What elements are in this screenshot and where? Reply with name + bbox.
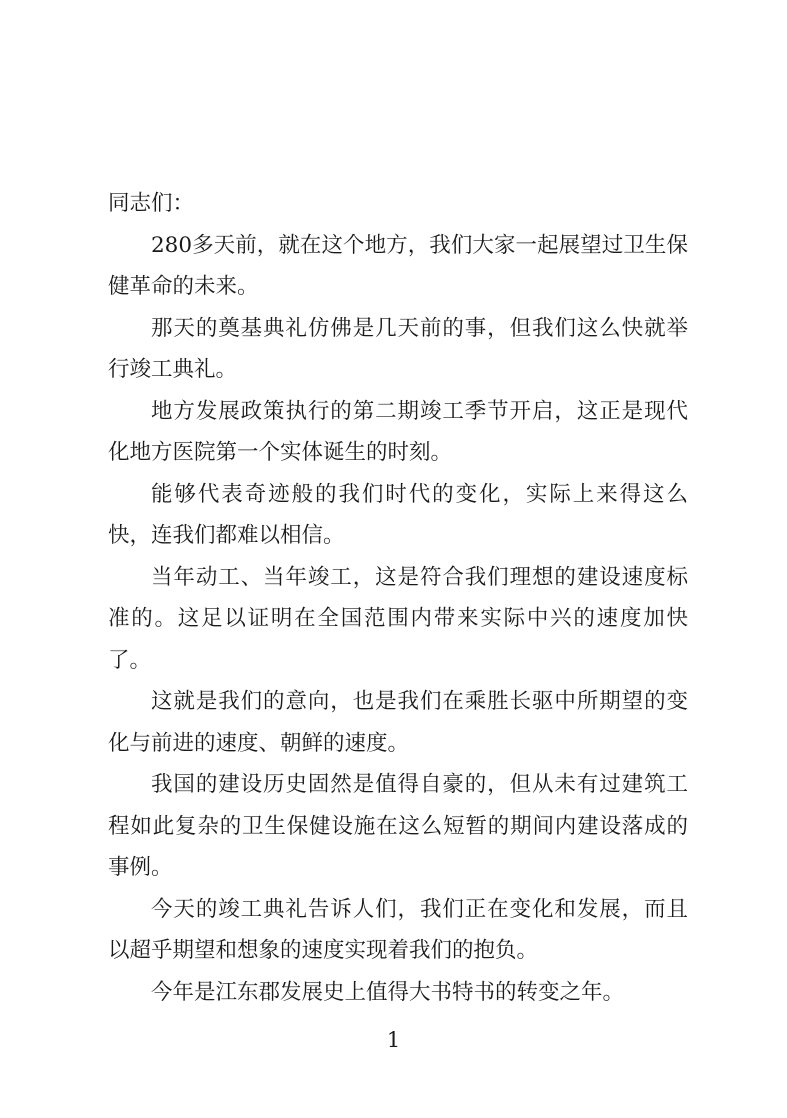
paragraph: 那天的奠基典礼仿佛是几天前的事，但我们这么快就举行竣工典礼。 — [108, 315, 688, 382]
paragraph: 今天的竣工典礼告诉人们，我们正在变化和发展，而且以超乎期望和想象的速度实现着我们的抱负。 — [108, 896, 688, 963]
paragraph: 能够代表奇迹般的我们时代的变化，实际上来得这么快，连我们都难以相信。 — [108, 481, 688, 548]
paragraph: 今年是江东郡发展史上值得大书特书的转变之年。 — [151, 979, 625, 1005]
paragraph: 280多天前，就在这个地方，我们大家一起展望过卫生保健革命的未来。 — [108, 232, 688, 299]
salutation: 同志们： — [108, 191, 195, 216]
page-number: 1 — [386, 1028, 401, 1052]
paragraph: 当年动工、当年竣工，这是符合我们理想的建设速度标准的。这足以证明在全国范围内带来实际中兴的速度加快了。 — [108, 564, 688, 673]
paragraph: 这就是我们的意向，也是我们在乘胜长驱中所期望的变化与前进的速度、朝鲜的速度。 — [108, 689, 688, 756]
paragraph: 地方发展政策执行的第二期竣工季节开启，这正是现代化地方医院第一个实体诞生的时刻。 — [108, 398, 688, 465]
paragraph: 我国的建设历史固然是值得自豪的，但从未有过建筑工程如此复杂的卫生保健设施在这么短暂的期间内建设落成的事例。 — [108, 772, 688, 880]
document-body — [108, 183, 688, 1013]
